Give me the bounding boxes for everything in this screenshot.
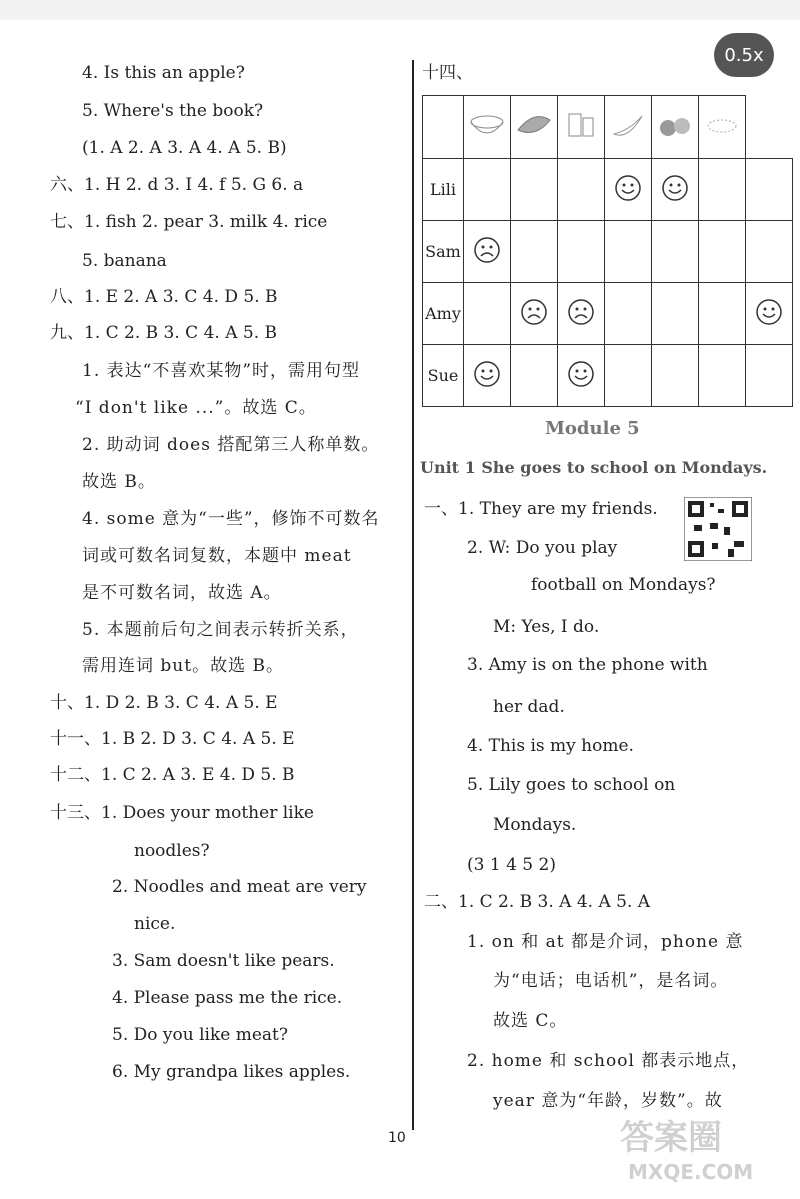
happy-face-icon [473,360,501,388]
face-cell [746,283,793,345]
answer-line: 十一、1. B 2. D 3. C 4. A 5. E [50,729,295,749]
rice-icon [699,96,746,159]
explanation-line: 1. 表达“不喜欢某物”时，需用句型 [82,361,361,381]
student-name: Sue [423,345,464,407]
answer-line: 3. Amy is on the phone with [467,655,708,675]
table-row [423,283,793,345]
section-label: 十四、 [422,63,473,83]
answer-line: 5. Lily goes to school on [467,775,676,795]
module-title: Module 5 [545,418,640,439]
qr-code-icon[interactable] [684,497,752,561]
table-row [423,345,793,407]
explanation-line: year 意为“年龄，岁数”。故 [493,1091,723,1111]
answer-line: 九、1. C 2. B 3. C 4. A 5. B [50,323,278,343]
explanation-line: 2. home 和 school 都表示地点， [467,1051,750,1071]
apples-icon [652,96,699,159]
column-divider [412,60,414,1130]
face-cell [464,345,511,407]
answer-line: nice. [134,914,176,934]
face-cell [511,221,558,283]
student-name: Sam [423,221,464,283]
face-cell [511,159,558,221]
answer-line: 4. Is this an apple? [82,63,245,83]
table-row [423,221,793,283]
happy-face-icon [614,174,642,202]
face-cell [464,159,511,221]
face-cell [605,345,652,407]
answer-line: 十三、1. Does your mother like [50,803,314,823]
page-number: 10 [388,1130,406,1146]
explanation-line: 4. some 意为“一些”，修饰不可数名 [82,509,380,529]
face-cell [558,221,605,283]
answer-line: M: Yes, I do. [493,617,600,637]
face-cell [511,345,558,407]
explanation-line: 故选 B。 [82,472,156,492]
unit-title: Unit 1 She goes to school on Mondays. [420,458,768,477]
happy-face-icon [755,298,783,326]
answer-line: her dad. [493,697,565,717]
face-cell [558,159,605,221]
playback-speed-button[interactable]: 0.5x [714,33,774,77]
face-cell [746,221,793,283]
answer-line: football on Mondays? [531,575,716,595]
face-cell [464,283,511,345]
face-cell [652,345,699,407]
food-bowl-icon [464,96,511,159]
answer-line: (1. A 2. A 3. A 4. A 5. B) [82,138,287,158]
face-cell [746,159,793,221]
face-cell [605,283,652,345]
face-cell [558,345,605,407]
explanation-line: 需用连词 but。故选 B。 [82,656,284,676]
explanation-line: 是不可数名词，故选 A。 [82,583,282,603]
answer-line: 二、1. C 2. B 3. A 4. A 5. A [424,892,651,912]
answer-line: 3. Sam doesn't like pears. [112,951,335,971]
answer-line: 十二、1. C 2. A 3. E 4. D 5. B [50,765,295,785]
answer-line: 2. W: Do you play [467,538,618,558]
header-blank [423,96,464,159]
watermark-url: MXQE.COM [628,1160,754,1184]
answer-line: 十、1. D 2. B 3. C 4. A 5. E [50,693,278,713]
food-preference-table [422,95,793,407]
explanation-line: 5. 本题前后句之间表示转折关系， [82,620,359,640]
answer-line: 2. Noodles and meat are very [112,877,367,897]
face-cell [652,159,699,221]
student-name: Amy [423,283,464,345]
face-cell [699,159,746,221]
explanation-line: 为“电话；电话机”，是名词。 [493,971,729,991]
happy-face-icon [661,174,689,202]
answer-line: 七、1. fish 2. pear 3. milk 4. rice [50,212,328,232]
explanation-line: “I don't like ...”。故选 C。 [75,398,317,418]
explanation-line: 故选 C。 [493,1011,568,1031]
answer-line: 4. This is my home. [467,736,634,756]
table-row [423,159,793,221]
face-cell [464,221,511,283]
face-cell [511,283,558,345]
answer-line: 5. Do you like meat? [112,1025,288,1045]
answer-line: 6. My grandpa likes apples. [112,1062,351,1082]
answer-line: noodles? [134,841,210,861]
sad-face-icon [473,236,501,264]
fish-icon [511,96,558,159]
face-cell [605,221,652,283]
face-cell [746,345,793,407]
answer-line: 六、1. H 2. d 3. I 4. f 5. G 6. a [50,175,304,195]
answer-line: 4. Please pass me the rice. [112,988,343,1008]
banana-icon [605,96,652,159]
student-name: Lili [423,159,464,221]
face-cell [699,283,746,345]
face-cell [558,283,605,345]
explanation-line: 2. 助动词 does 搭配第三人称单数。 [82,435,380,455]
face-cell [699,221,746,283]
milk-box-icon [558,96,605,159]
face-cell [699,345,746,407]
face-cell [605,159,652,221]
explanation-line: 词或可数名词复数，本题中 meat [82,546,352,566]
sad-face-icon [520,298,548,326]
explanation-line: 1. on 和 at 都是介词，phone 意 [467,932,744,952]
answer-line: 一、1. They are my friends. [424,499,658,519]
face-cell [652,221,699,283]
answer-line: 5. banana [82,251,167,271]
answer-line: (3 1 4 5 2) [467,855,556,875]
answer-line: 八、1. E 2. A 3. C 4. D 5. B [50,287,278,307]
top-bar [0,0,800,20]
answer-line: 5. Where's the book? [82,101,264,121]
answer-line: Mondays. [493,815,577,835]
sad-face-icon [567,298,595,326]
face-cell [652,283,699,345]
watermark-logo: 答案圈 [620,1118,722,1158]
happy-face-icon [567,360,595,388]
